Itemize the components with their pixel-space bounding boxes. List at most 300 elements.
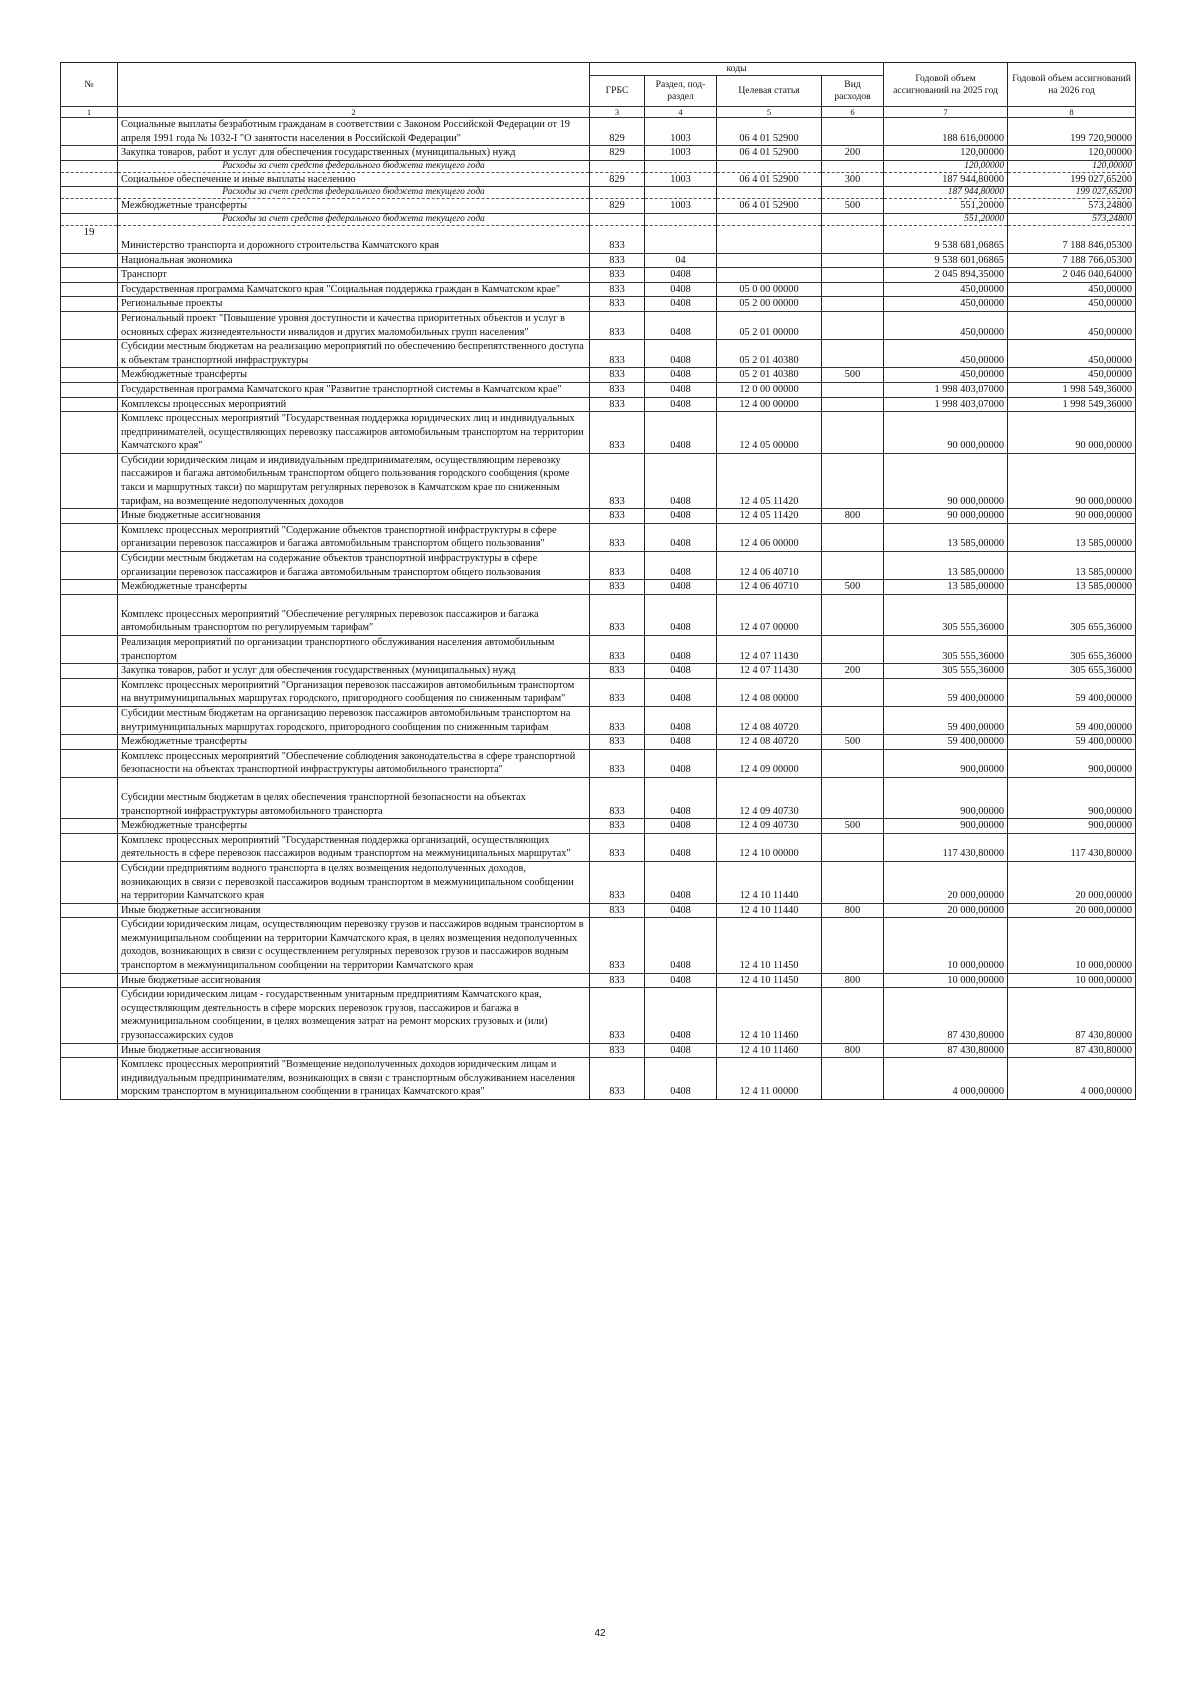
header-2026: Годовой объем ассигнований на 2026 год [1008,63,1136,107]
table-row [61,777,1136,818]
row-name-cell: Межбюджетные трансферты [118,580,590,595]
row-target-article-cell: 05 2 01 00000 [717,311,822,339]
table-row [61,412,1136,454]
index-cell: 7 [884,107,1008,118]
row-grbs-cell: 833 [590,706,645,734]
row-amount-2025-cell: 13 585,00000 [884,523,1008,551]
row-razdel-cell: 0408 [645,297,717,312]
row-expense-type-cell [822,412,884,454]
row-target-article-cell: 12 4 06 40710 [717,580,822,595]
row-amount-2025-cell: 90 000,00000 [884,453,1008,508]
row-number-cell [61,397,118,412]
table-row-note [61,160,1136,172]
row-grbs-cell [590,213,645,225]
row-target-article-cell: 06 4 01 52900 [717,172,822,187]
budget-table-sheet [60,62,1135,1100]
table-row [61,382,1136,397]
row-name-cell: Субсидии местным бюджетам на организацию перевозок пассажиров автомобильным транспортом на внутримуниципальных маршрутах городского, пригородного сообщения по сниженным тарифам [118,706,590,734]
row-expense-type-cell [822,311,884,339]
row-name-cell: Закупка товаров, работ и услуг для обеспечения государственных (муниципальных) нужд [118,146,590,161]
row-expense-type-cell: 800 [822,973,884,988]
row-amount-2026-cell: 305 655,36000 [1008,594,1136,635]
row-expense-type-cell [822,918,884,973]
table-row [61,509,1136,524]
row-target-article-cell [717,160,822,172]
table-body [61,118,1136,1100]
row-name-cell: Региональные проекты [118,297,590,312]
row-razdel-cell: 0408 [645,819,717,834]
row-grbs-cell: 833 [590,861,645,903]
row-amount-2026-cell: 199 027,65200 [1008,187,1136,199]
row-razdel-cell: 0408 [645,580,717,595]
row-grbs-cell: 833 [590,282,645,297]
row-target-article-cell: 12 4 10 11450 [717,973,822,988]
row-target-article-cell: 12 4 00 00000 [717,397,822,412]
row-amount-2025-cell: 4 000,00000 [884,1058,1008,1100]
row-amount-2025-cell: 450,00000 [884,297,1008,312]
table-row [61,678,1136,706]
row-amount-2026-cell: 59 400,00000 [1008,735,1136,750]
row-grbs-cell: 833 [590,382,645,397]
row-amount-2026-cell: 900,00000 [1008,777,1136,818]
row-grbs-cell: 833 [590,777,645,818]
row-target-article-cell: 12 4 07 11430 [717,636,822,664]
table-row [61,749,1136,777]
row-grbs-cell: 833 [590,833,645,861]
row-target-article-cell: 12 4 09 00000 [717,749,822,777]
row-grbs-cell: 833 [590,253,645,268]
row-razdel-cell: 1003 [645,199,717,214]
row-target-article-cell [717,213,822,225]
row-grbs-cell: 833 [590,453,645,508]
table-row [61,833,1136,861]
row-amount-2025-cell: 87 430,80000 [884,988,1008,1043]
row-amount-2026-cell: 59 400,00000 [1008,678,1136,706]
header-expense-type: Вид расходов [822,76,884,107]
row-target-article-cell: 06 4 01 52900 [717,146,822,161]
row-grbs-cell: 833 [590,903,645,918]
row-expense-type-cell [822,253,884,268]
row-amount-2026-cell: 305 655,36000 [1008,664,1136,679]
row-name-cell: Расходы за счет средств федерального бюджета текущего года [118,213,590,225]
row-grbs-cell: 833 [590,368,645,383]
row-amount-2025-cell: 305 555,36000 [884,636,1008,664]
row-number-cell [61,594,118,635]
row-razdel-cell: 0408 [645,368,717,383]
row-amount-2025-cell: 450,00000 [884,311,1008,339]
row-name-cell: Субсидии юридическим лицам, осуществляющим перевозку грузов и пассажиров водным транспортом в межмуниципальном сообщении на территории Камчатского края, в целях возмещения недополученных доходов, возникающих в связи с осуществлением регулярных перевозок грузов и пассажиров водным транспортом в межмуниципальном сообщении на территории Камчатского края [118,918,590,973]
row-target-article-cell: 12 4 10 11460 [717,1043,822,1058]
row-number-cell [61,382,118,397]
row-expense-type-cell [822,523,884,551]
row-grbs-cell [590,187,645,199]
row-grbs-cell: 833 [590,1058,645,1100]
row-number-cell [61,552,118,580]
row-razdel-cell: 0408 [645,973,717,988]
header-razdel: Раздел, под-раздел [645,76,717,107]
table-row [61,903,1136,918]
row-amount-2026-cell: 10 000,00000 [1008,918,1136,973]
row-amount-2025-cell: 120,00000 [884,160,1008,172]
row-target-article-cell: 12 4 07 11430 [717,664,822,679]
table-row [61,146,1136,161]
budget-table [60,62,1136,1100]
row-target-article-cell: 12 4 09 40730 [717,777,822,818]
table-header [61,63,1136,118]
row-amount-2025-cell: 188 616,00000 [884,118,1008,146]
row-expense-type-cell: 500 [822,735,884,750]
row-name-cell: Транспорт [118,268,590,283]
row-target-article-cell: 05 2 00 00000 [717,297,822,312]
row-expense-type-cell [822,397,884,412]
row-target-article-cell [717,225,822,253]
row-name-cell: Региональный проект "Повышение уровня доступности и качества приоритетных объектов и услуг в основных сферах жизнедеятельности инвалидов и других маломобильных групп населения" [118,311,590,339]
row-grbs-cell: 833 [590,664,645,679]
row-amount-2026-cell: 900,00000 [1008,749,1136,777]
row-name-cell: Реализация мероприятий по организации транспортного обслуживания населения автомобильным транспортом [118,636,590,664]
row-amount-2026-cell: 305 655,36000 [1008,636,1136,664]
row-name-cell: Расходы за счет средств федерального бюджета текущего года [118,160,590,172]
row-amount-2025-cell: 120,00000 [884,146,1008,161]
table-row [61,973,1136,988]
row-expense-type-cell: 500 [822,368,884,383]
row-razdel-cell: 0408 [645,861,717,903]
row-number-cell [61,253,118,268]
row-target-article-cell: 06 4 01 52900 [717,118,822,146]
row-razdel-cell: 0408 [645,382,717,397]
row-target-article-cell: 05 2 01 40380 [717,368,822,383]
row-number-cell [61,749,118,777]
row-name-cell: Межбюджетные трансферты [118,368,590,383]
row-amount-2026-cell: 90 000,00000 [1008,509,1136,524]
row-expense-type-cell [822,552,884,580]
row-number-cell [61,664,118,679]
row-razdel-cell: 0408 [645,678,717,706]
table-row [61,268,1136,283]
row-amount-2025-cell: 9 538 681,06865 [884,225,1008,253]
row-expense-type-cell [822,187,884,199]
row-grbs-cell: 833 [590,749,645,777]
row-number-cell [61,213,118,225]
table-row [61,552,1136,580]
row-amount-2026-cell: 1 998 549,36000 [1008,397,1136,412]
table-row [61,523,1136,551]
row-expense-type-cell [822,282,884,297]
row-amount-2025-cell: 2 045 894,35000 [884,268,1008,283]
row-number-cell [61,988,118,1043]
row-grbs-cell: 833 [590,636,645,664]
row-razdel-cell: 0408 [645,988,717,1043]
row-amount-2025-cell: 10 000,00000 [884,918,1008,973]
row-amount-2025-cell: 450,00000 [884,340,1008,368]
row-name-cell: Субсидии юридическим лицам и индивидуальным предпринимателям, осуществляющим перевозку пассажиров и багажа автомобильным транспортом общего пользования городского сообщения (кроме такси и маршрутных такси) по маршрутам регулярных перевозок в Камчатском крае по сниженным тарифам, на возмещение недополученных доходов [118,453,590,508]
row-amount-2026-cell: 90 000,00000 [1008,453,1136,508]
row-amount-2025-cell: 13 585,00000 [884,552,1008,580]
row-grbs-cell: 833 [590,678,645,706]
row-amount-2025-cell: 90 000,00000 [884,412,1008,454]
row-target-article-cell: 12 4 05 00000 [717,412,822,454]
row-name-cell: Министерство транспорта и дорожного строительства Камчатского края [118,225,590,253]
row-name-cell: Комплекс процессных мероприятий "Содержание объектов транспортной инфраструктуры в сфере организации перевозок пассажиров и багажа автомобильным транспортом общего пользования" [118,523,590,551]
row-target-article-cell: 05 0 00 00000 [717,282,822,297]
row-number-cell [61,199,118,214]
row-expense-type-cell [822,213,884,225]
row-amount-2026-cell: 20 000,00000 [1008,903,1136,918]
row-number-cell [61,903,118,918]
row-target-article-cell: 12 4 05 11420 [717,453,822,508]
row-number-cell [61,282,118,297]
row-amount-2025-cell: 59 400,00000 [884,706,1008,734]
row-number-cell [61,706,118,734]
row-target-article-cell: 12 4 06 40710 [717,552,822,580]
row-amount-2026-cell: 7 188 766,05300 [1008,253,1136,268]
row-target-article-cell: 12 0 00 00000 [717,382,822,397]
index-cell: 6 [822,107,884,118]
header-grbs: ГРБС [590,76,645,107]
row-target-article-cell: 12 4 10 00000 [717,833,822,861]
row-grbs-cell: 833 [590,918,645,973]
header-target-article: Целевая статья [717,76,822,107]
row-name-cell: Комплекс процессных мероприятий "Обеспечение соблюдения законодательства в сфере транспортной безопасности на объектах транспортной инфраструктуры автомобильного транспорта" [118,749,590,777]
row-expense-type-cell [822,861,884,903]
row-expense-type-cell [822,777,884,818]
row-name-cell: Субсидии предприятиям водного транспорта в целях возмещения недополученных доходов, возникающих в связи с перевозкой пассажиров водным транспортом в межмуниципальном сообщении на территории Камчатского края [118,861,590,903]
row-grbs-cell: 833 [590,735,645,750]
row-razdel-cell: 1003 [645,172,717,187]
row-number-cell [61,118,118,146]
table-row [61,172,1136,187]
row-amount-2026-cell: 120,00000 [1008,160,1136,172]
row-expense-type-cell [822,706,884,734]
row-amount-2026-cell: 7 188 846,05300 [1008,225,1136,253]
row-razdel-cell: 0408 [645,1043,717,1058]
row-name-cell: Расходы за счет средств федерального бюджета текущего года [118,187,590,199]
row-grbs-cell: 833 [590,819,645,834]
row-expense-type-cell [822,749,884,777]
row-amount-2026-cell: 90 000,00000 [1008,412,1136,454]
table-row-note [61,187,1136,199]
row-razdel-cell: 0408 [645,918,717,973]
row-name-cell: Иные бюджетные ассигнования [118,509,590,524]
row-name-cell: Государственная программа Камчатского края "Развитие транспортной системы в Камчатском крае" [118,382,590,397]
row-grbs-cell: 829 [590,199,645,214]
row-amount-2025-cell: 450,00000 [884,282,1008,297]
row-number-cell [61,861,118,903]
row-amount-2026-cell: 13 585,00000 [1008,580,1136,595]
row-name-cell: Субсидии местным бюджетам на реализацию мероприятий по обеспечению беспрепятственного доступа к объектам транспортной инфраструктуры [118,340,590,368]
row-razdel-cell: 0408 [645,833,717,861]
row-razdel-cell: 0408 [645,749,717,777]
row-amount-2025-cell: 90 000,00000 [884,509,1008,524]
row-amount-2026-cell: 450,00000 [1008,340,1136,368]
index-cell: 3 [590,107,645,118]
row-grbs-cell: 833 [590,552,645,580]
row-target-article-cell: 12 4 07 00000 [717,594,822,635]
row-name-cell: Государственная программа Камчатского края "Социальная поддержка граждан в Камчатском крае" [118,282,590,297]
row-amount-2026-cell: 120,00000 [1008,146,1136,161]
row-name-cell: Национальная экономика [118,253,590,268]
row-name-cell: Субсидии местным бюджетам на содержание объектов транспортной инфраструктуры в сфере организации перевозок пассажиров и багажа автомобильным транспортом общего пользования [118,552,590,580]
row-expense-type-cell: 500 [822,819,884,834]
row-amount-2025-cell: 1 998 403,07000 [884,397,1008,412]
row-target-article-cell [717,268,822,283]
row-amount-2026-cell: 59 400,00000 [1008,706,1136,734]
row-name-cell: Социальное обеспечение и иные выплаты населению [118,172,590,187]
row-razdel-cell: 1003 [645,146,717,161]
row-amount-2026-cell: 573,24800 [1008,213,1136,225]
table-row [61,453,1136,508]
row-amount-2026-cell: 13 585,00000 [1008,552,1136,580]
row-amount-2025-cell: 900,00000 [884,749,1008,777]
index-cell: 5 [717,107,822,118]
table-row [61,819,1136,834]
row-number-cell [61,777,118,818]
row-target-article-cell: 12 4 09 40730 [717,819,822,834]
row-grbs-cell [590,160,645,172]
row-number-cell [61,311,118,339]
row-expense-type-cell: 800 [822,903,884,918]
row-grbs-cell: 833 [590,297,645,312]
row-name-cell: Комплекс процессных мероприятий "Обеспечение регулярных перевозок пассажиров и багажа автомобильным транспортом по регулируемым тарифам" [118,594,590,635]
row-amount-2025-cell: 900,00000 [884,777,1008,818]
row-name-cell: Закупка товаров, работ и услуг для обеспечения государственных (муниципальных) нужд [118,664,590,679]
table-row [61,282,1136,297]
header-col-name [118,63,590,107]
row-expense-type-cell [822,382,884,397]
row-grbs-cell: 829 [590,118,645,146]
row-number-cell [61,636,118,664]
table-row [61,1058,1136,1100]
row-razdel-cell: 0408 [645,664,717,679]
index-cell: 8 [1008,107,1136,118]
row-amount-2025-cell: 551,20000 [884,199,1008,214]
row-grbs-cell: 833 [590,340,645,368]
row-number-cell [61,297,118,312]
row-number-cell [61,187,118,199]
row-name-cell: Комплексы процессных мероприятий [118,397,590,412]
row-number-cell [61,509,118,524]
row-amount-2025-cell: 1 998 403,07000 [884,382,1008,397]
row-name-cell: Иные бюджетные ассигнования [118,1043,590,1058]
row-expense-type-cell [822,453,884,508]
row-expense-type-cell [822,1058,884,1100]
row-target-article-cell: 12 4 06 00000 [717,523,822,551]
row-grbs-cell: 833 [590,1043,645,1058]
table-row [61,311,1136,339]
row-razdel-cell: 0408 [645,903,717,918]
row-razdel-cell: 0408 [645,523,717,551]
row-amount-2025-cell: 9 538 601,06865 [884,253,1008,268]
row-amount-2025-cell: 13 585,00000 [884,580,1008,595]
row-razdel-cell: 0408 [645,412,717,454]
row-target-article-cell: 12 4 08 00000 [717,678,822,706]
row-razdel-cell [645,160,717,172]
row-number-cell [61,268,118,283]
row-expense-type-cell: 800 [822,509,884,524]
row-number-cell [61,580,118,595]
header-col-no: № [61,63,118,107]
row-amount-2025-cell: 187 944,80000 [884,172,1008,187]
row-expense-type-cell: 800 [822,1043,884,1058]
row-expense-type-cell: 500 [822,580,884,595]
row-number-cell [61,1058,118,1100]
row-razdel-cell: 0408 [645,453,717,508]
row-target-article-cell: 12 4 10 11440 [717,903,822,918]
row-amount-2025-cell: 187 944,80000 [884,187,1008,199]
row-amount-2025-cell: 87 430,80000 [884,1043,1008,1058]
row-target-article-cell: 12 4 08 40720 [717,706,822,734]
row-name-cell: Субсидии юридическим лицам - государственным унитарным предприятиям Камчатского края, осуществляющим деятельность в сфере морских перевозок грузов, пассажиров и багажа в межмуниципальном сообщении, в целях возмещения затрат на ремонт морских грузовых и (или) грузопассажирских судов [118,988,590,1043]
row-number-cell [61,172,118,187]
table-row [61,636,1136,664]
row-name-cell: Комплекс процессных мероприятий "Организация перевозок пассажиров автомобильным транспортом на внутримуниципальных маршрутах городского, пригородного сообщения по сниженным тарифам" [118,678,590,706]
row-expense-type-cell [822,678,884,706]
row-amount-2026-cell: 199 720,90000 [1008,118,1136,146]
row-expense-type-cell [822,225,884,253]
row-razdel-cell: 0408 [645,706,717,734]
row-grbs-cell: 833 [590,523,645,551]
table-row [61,735,1136,750]
row-razdel-cell: 0408 [645,311,717,339]
row-number-cell: 19 [61,225,118,253]
row-expense-type-cell: 300 [822,172,884,187]
header-2025: Годовой объем ассигнований на 2025 год [884,63,1008,107]
row-name-cell: Межбюджетные трансферты [118,199,590,214]
row-amount-2025-cell: 20 000,00000 [884,861,1008,903]
table-row [61,594,1136,635]
row-razdel-cell: 0408 [645,1058,717,1100]
row-number-cell [61,146,118,161]
row-amount-2026-cell: 117 430,80000 [1008,833,1136,861]
row-target-article-cell: 06 4 01 52900 [717,199,822,214]
row-number-cell [61,678,118,706]
row-target-article-cell: 12 4 05 11420 [717,509,822,524]
row-grbs-cell: 833 [590,268,645,283]
row-grbs-cell: 833 [590,988,645,1043]
row-expense-type-cell [822,594,884,635]
row-grbs-cell: 833 [590,225,645,253]
table-row [61,580,1136,595]
row-amount-2026-cell: 450,00000 [1008,368,1136,383]
row-number-cell [61,368,118,383]
row-number-cell [61,833,118,861]
index-cell: 1 [61,107,118,118]
row-target-article-cell: 12 4 10 11450 [717,918,822,973]
index-cell: 4 [645,107,717,118]
table-row [61,199,1136,214]
row-expense-type-cell: 200 [822,664,884,679]
row-target-article-cell: 12 4 10 11440 [717,861,822,903]
row-razdel-cell: 0408 [645,735,717,750]
row-name-cell: Субсидии местным бюджетам в целях обеспечения транспортной безопасности на объектах транспортной инфраструктуры автомобильного транспорта [118,777,590,818]
row-amount-2026-cell: 87 430,80000 [1008,1043,1136,1058]
row-target-article-cell: 12 4 08 40720 [717,735,822,750]
row-razdel-cell: 0408 [645,397,717,412]
row-amount-2025-cell: 10 000,00000 [884,973,1008,988]
row-razdel-cell: 0408 [645,777,717,818]
row-amount-2025-cell: 305 555,36000 [884,594,1008,635]
row-number-cell [61,340,118,368]
row-expense-type-cell [822,340,884,368]
row-amount-2025-cell: 551,20000 [884,213,1008,225]
row-amount-2026-cell: 4 000,00000 [1008,1058,1136,1100]
row-target-article-cell [717,253,822,268]
row-expense-type-cell [822,988,884,1043]
row-razdel-cell: 0408 [645,340,717,368]
table-row [61,297,1136,312]
row-amount-2026-cell: 1 998 549,36000 [1008,382,1136,397]
table-row [61,706,1136,734]
